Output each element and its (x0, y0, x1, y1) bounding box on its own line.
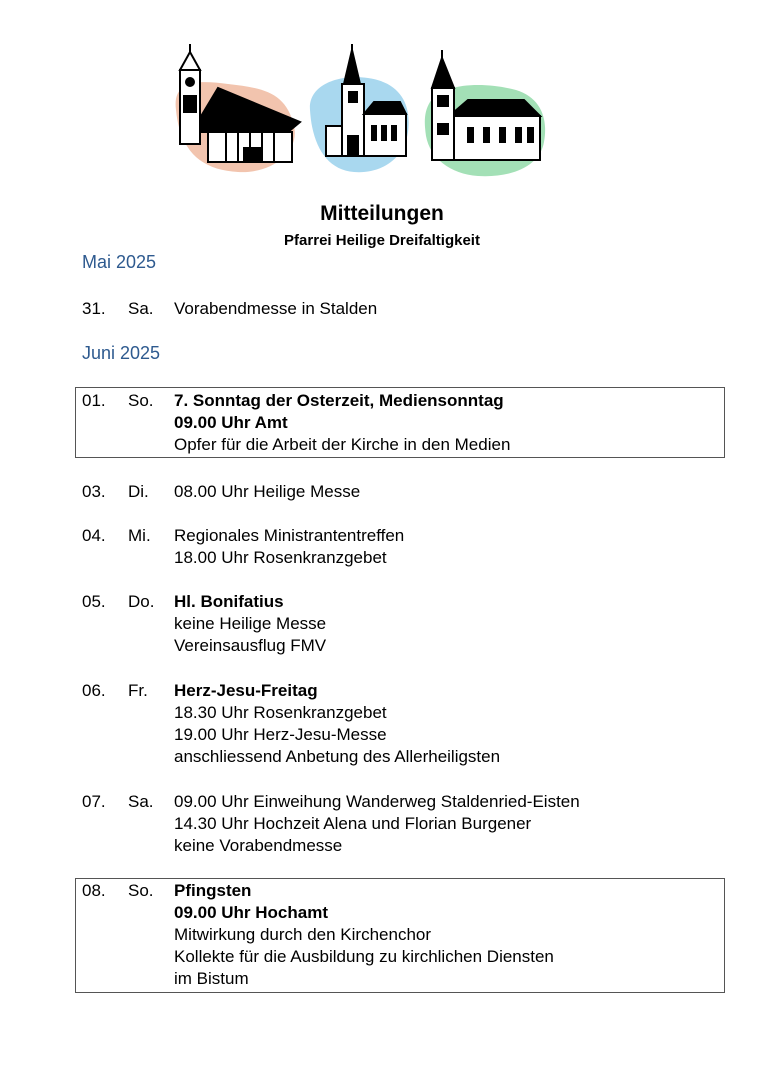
entry-weekday: Mi. (128, 526, 151, 545)
entry-line: 18.30 Uhr Rosenkranzgebet (174, 703, 387, 722)
entry-weekday: Do. (128, 592, 155, 611)
entry-line: 14.30 Uhr Hochzeit Alena und Florian Burgener (174, 814, 532, 833)
entry-weekday: Fr. (128, 681, 148, 700)
entry-line: 09.00 Uhr Hochamt (174, 903, 328, 922)
entry-line: 7. Sonntag der Osterzeit, Mediensonntag (174, 391, 504, 410)
entry-weekday: So. (128, 881, 154, 900)
entry-line: Mitwirkung durch den Kirchenchor (174, 925, 432, 944)
entry-line: anschliessend Anbetung des Allerheiligsten (174, 747, 501, 766)
entry-line: Pfingsten (174, 881, 252, 900)
entry-lines (174, 880, 554, 990)
entry-day: 04. (82, 526, 106, 545)
entry-day: 05. (82, 592, 106, 611)
entry-day: 01. (82, 391, 106, 410)
page-subtitle: Pfarrei Heilige Dreifaltigkeit (284, 232, 480, 249)
entry-line: 09.00 Uhr Einweihung Wanderweg Staldenried-Eisten (174, 792, 580, 811)
entry-day: 06. (82, 681, 106, 700)
entry-lines (174, 591, 326, 657)
entry-weekday: So. (128, 391, 154, 410)
entry-lines (174, 481, 360, 503)
entry-line: Vereinsausflug FMV (174, 636, 327, 655)
entry-weekday: Sa. (128, 792, 154, 811)
parish-logo (168, 40, 552, 180)
entry-line: 19.00 Uhr Herz-Jesu-Messe (174, 725, 387, 744)
entry-line: Kollekte für die Ausbildung zu kirchlichen Diensten (174, 947, 554, 966)
entry-lines (174, 680, 500, 768)
entry-line: Opfer für die Arbeit der Kirche in den Medien (174, 435, 511, 454)
entry-lines (174, 298, 377, 320)
month-heading: Juni 2025 (82, 343, 161, 363)
entry-line: Herz-Jesu-Freitag (174, 681, 318, 700)
entry-line: 09.00 Uhr Amt (174, 413, 288, 432)
entry-line: keine Heilige Messe (174, 614, 327, 633)
month-heading: Mai 2025 (82, 252, 157, 272)
entry-lines (174, 791, 580, 857)
entry-weekday: Sa. (128, 299, 154, 318)
entry-weekday: Di. (128, 482, 149, 501)
entry-line: im Bistum (174, 969, 249, 988)
entry-day: 07. (82, 792, 106, 811)
entry-day: 08. (82, 881, 106, 900)
entry-day: 31. (82, 299, 106, 318)
entry-line: 18.00 Uhr Rosenkranzgebet (174, 548, 387, 567)
entry-line: keine Vorabendmesse (174, 836, 343, 855)
entry-line: Vorabendmesse in Stalden (174, 299, 378, 318)
entry-line: Hl. Bonifatius (174, 592, 284, 611)
entry-lines (174, 390, 510, 456)
church-3-icon (432, 50, 540, 160)
entry-line: 08.00 Uhr Heilige Messe (174, 482, 361, 501)
entry-line: Regionales Ministrantentreffen (174, 526, 405, 545)
page-title: Mitteilungen (320, 202, 444, 225)
entry-day: 03. (82, 482, 106, 501)
entry-lines (174, 525, 404, 569)
